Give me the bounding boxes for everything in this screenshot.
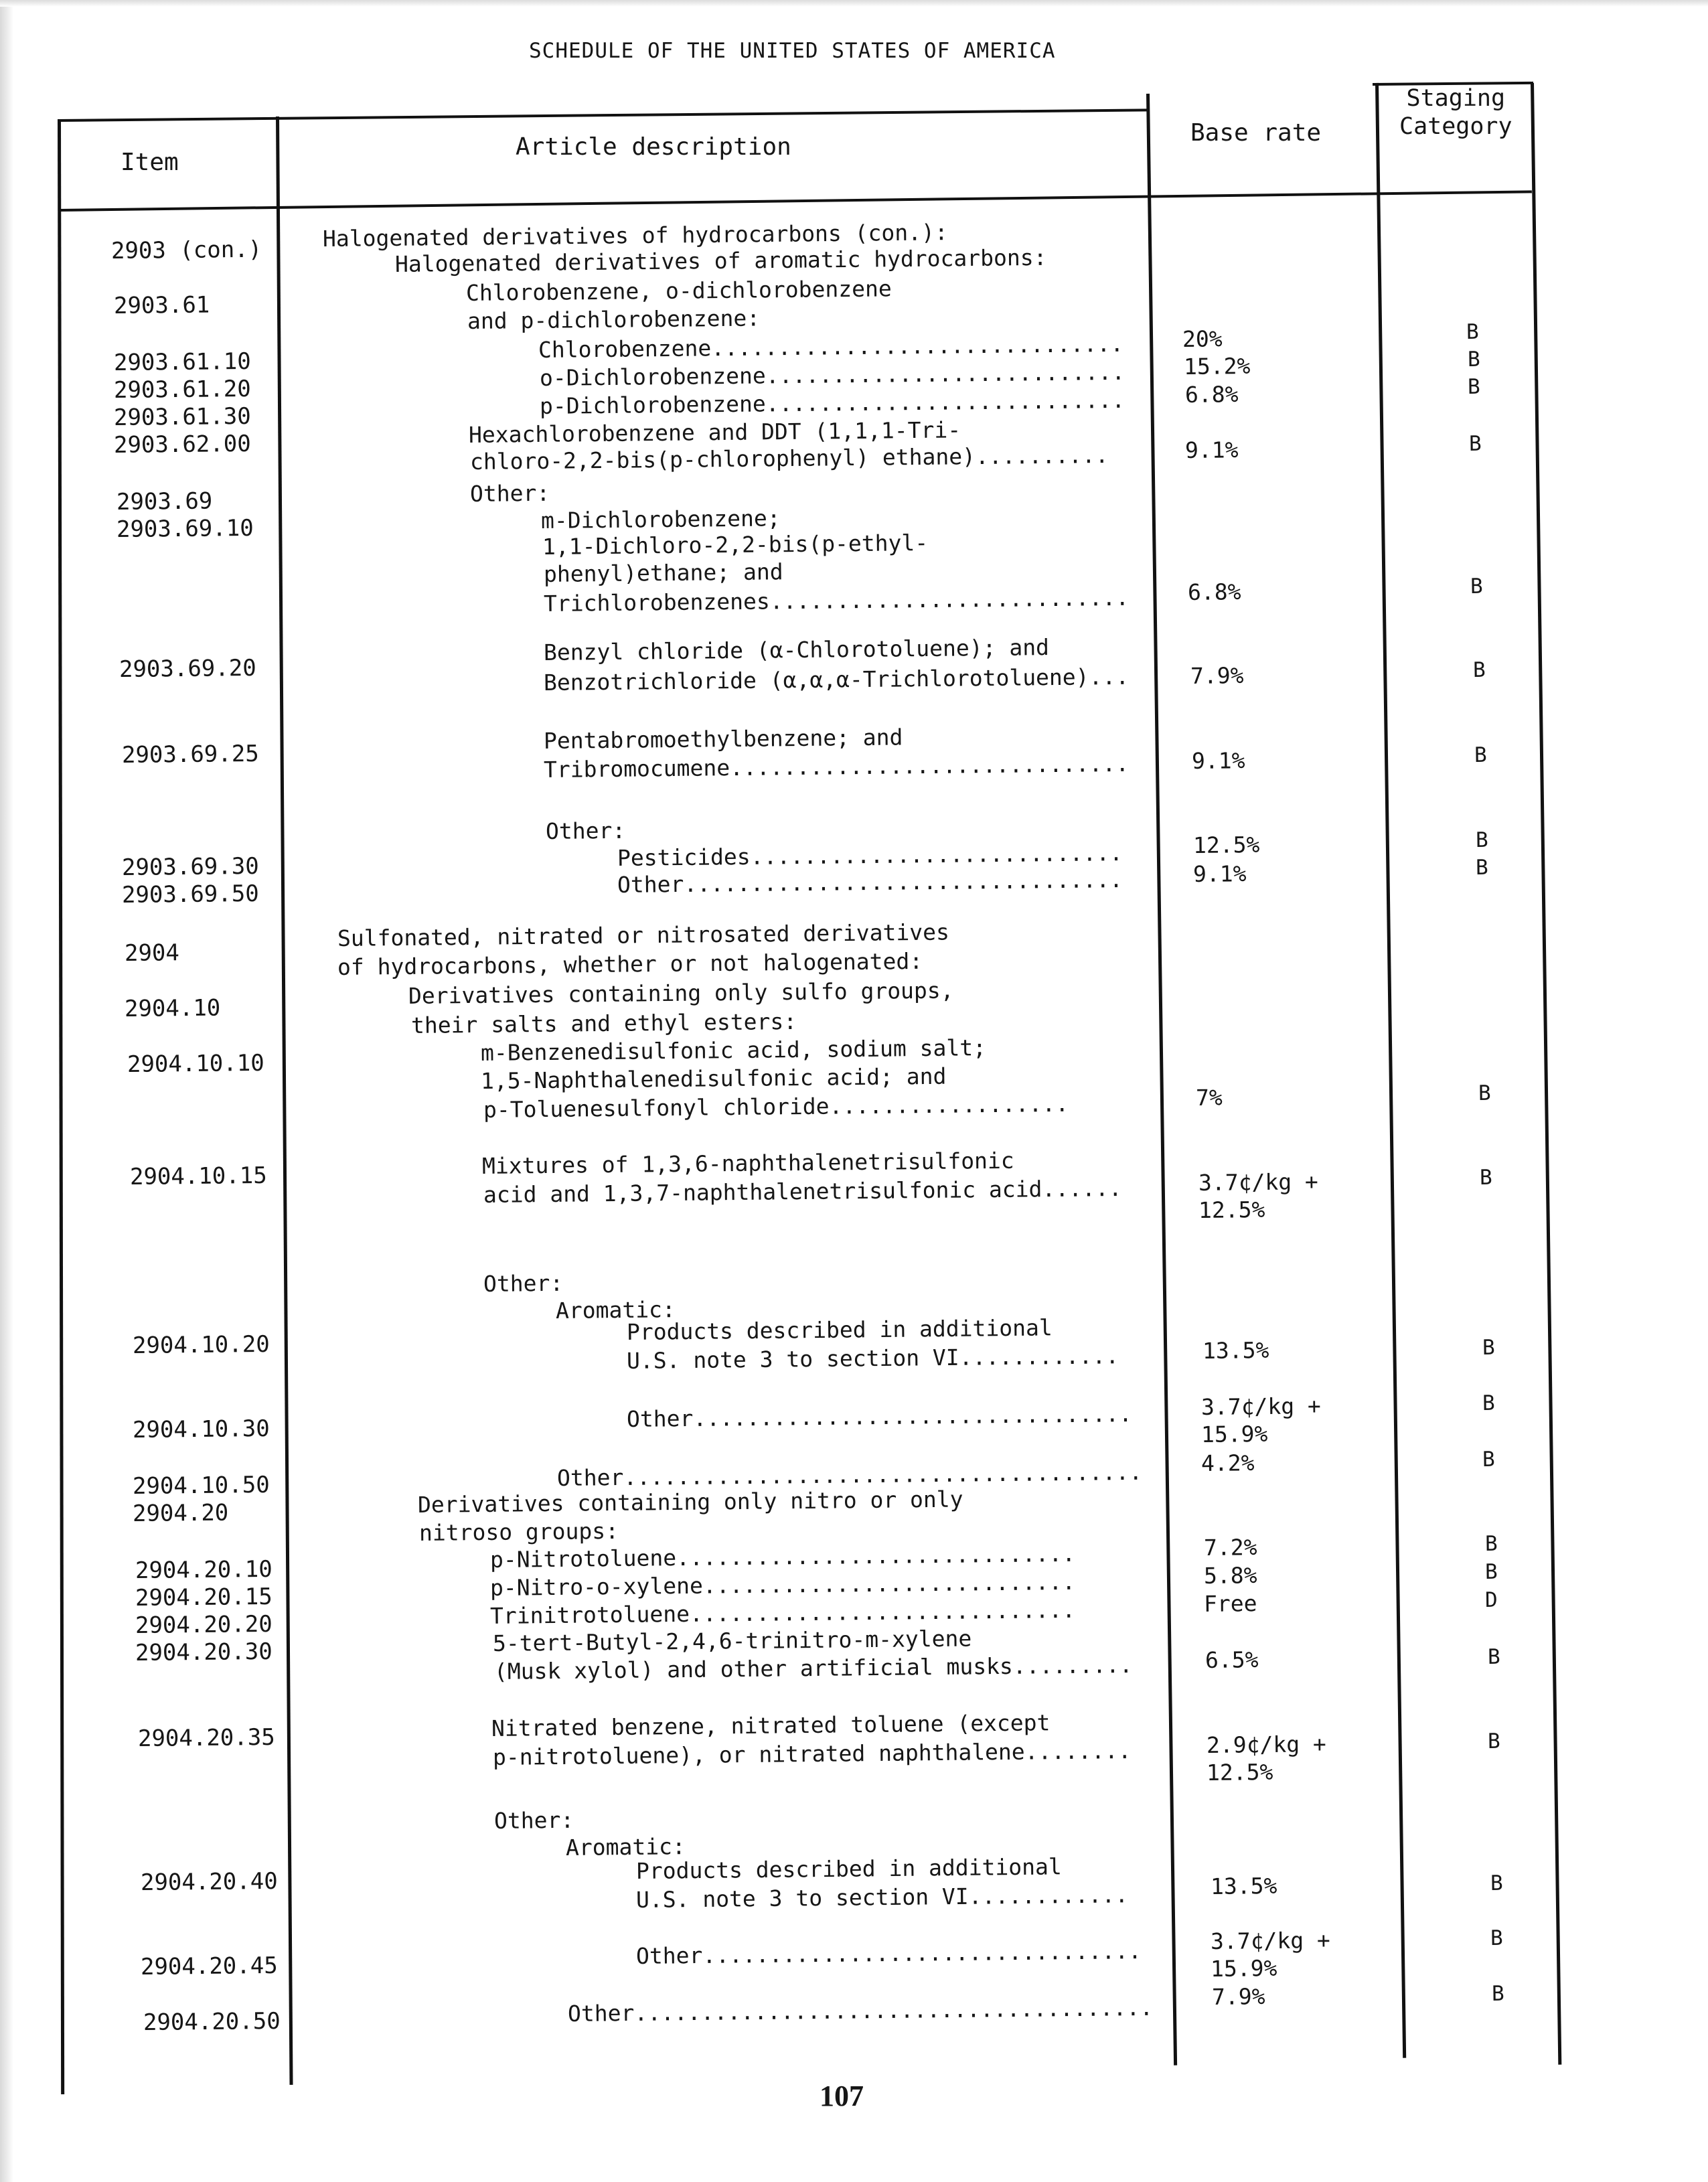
left-border xyxy=(58,119,64,2094)
description-line: p-Dichlorobenzene........................... xyxy=(539,386,1125,419)
description-line: phenyl)ethane; and xyxy=(543,558,783,587)
base-rate-value: 9.1% xyxy=(1191,747,1245,774)
column-header-description: Article description xyxy=(516,133,791,161)
base-rate-value: 2.9¢/kg + xyxy=(1206,1731,1327,1758)
page-number: 107 xyxy=(820,2080,864,2112)
staging-category-value: B xyxy=(1484,1559,1498,1584)
base-rate-value: 6.5% xyxy=(1205,1646,1259,1673)
description-line: Aromatic: xyxy=(565,1833,686,1861)
description-line: Chlorobenzene, o-dichlorobenzene xyxy=(465,275,892,306)
description-line: (Musk xylol) and other artificial musks......... xyxy=(493,1652,1133,1685)
description-line: 5-tert-Butyl-2,4,6-trinitro-m-xylene xyxy=(492,1625,972,1656)
description-line: chloro-2,2-bis(p-chlorophenyl) ethane).......... xyxy=(469,442,1109,475)
description-line: Sulfonated, nitrated or nitrosated derivatives xyxy=(337,919,950,951)
staging-category-value: B xyxy=(1472,657,1486,682)
staging-category-value: B xyxy=(1475,855,1488,880)
description-line: Other: xyxy=(483,1269,564,1297)
staging-category-value: B xyxy=(1487,1729,1500,1754)
base-rate-value: 12.5% xyxy=(1206,1758,1273,1786)
base-rate-value: 7.2% xyxy=(1203,1534,1257,1561)
base-rate-value: 20% xyxy=(1182,325,1223,352)
staging-category-value: B xyxy=(1466,319,1479,344)
column-header-staging xyxy=(1399,84,1512,141)
description-line: Pesticides............................ xyxy=(617,840,1123,871)
item-number: 2904 xyxy=(124,939,180,967)
staging-category-value: B xyxy=(1490,1871,1503,1895)
description-line: Other: xyxy=(493,1806,574,1834)
base-rate-value: 15.2% xyxy=(1183,352,1251,380)
item-number: 2903.69.20 xyxy=(119,654,256,683)
scan-top-shadow xyxy=(0,0,1708,7)
item-number: 2903.69.50 xyxy=(121,880,259,909)
description-line: Trichlorobenzenes........................... xyxy=(543,584,1130,617)
description-line: Trinitrotoluene............................. xyxy=(489,1596,1076,1629)
description-line: Pentabromoethylbenzene; and xyxy=(543,724,903,754)
item-number: 2904.10.50 xyxy=(132,1471,270,1500)
staging-category-value: B xyxy=(1475,828,1488,852)
description-line: 1,5-Naphthalenedisulfonic acid; and xyxy=(480,1063,947,1094)
item-number: 2904.10.30 xyxy=(132,1415,270,1444)
staging-header-line2: Category xyxy=(1399,113,1512,140)
scan-edge-shadow xyxy=(0,0,13,2182)
description-line: p-Toluenesulfonyl chloride.................. xyxy=(483,1090,1069,1123)
staging-category-value: B xyxy=(1491,1981,1504,2006)
item-number: 2904.20.20 xyxy=(135,1610,273,1639)
base-rate-value: 4.2% xyxy=(1200,1450,1255,1476)
staging-category-value: B xyxy=(1482,1335,1495,1360)
description-line: m-Benzenedisulfonic acid, sodium salt; xyxy=(480,1034,987,1066)
item-number: 2904.10.20 xyxy=(132,1330,270,1359)
base-rate-value: 7.9% xyxy=(1190,662,1244,689)
item-number: 2903.61.10 xyxy=(113,347,251,376)
item-number: 2903.69.25 xyxy=(121,740,259,769)
description-line: Products described in additional xyxy=(626,1314,1053,1345)
description-line: their salts and ethyl esters: xyxy=(410,1008,797,1038)
base-rate-value: 3.7¢/kg + xyxy=(1198,1168,1319,1196)
item-number: 2903.62.00 xyxy=(113,430,251,459)
rate-column-divider xyxy=(1375,83,1406,2058)
description-line: Chlorobenzene............................... xyxy=(538,330,1124,363)
item-number: 2904.20.15 xyxy=(135,1583,273,1612)
description-column-divider xyxy=(1146,94,1177,2066)
description-line: Other....................................... xyxy=(567,1994,1154,2027)
description-line: o-Dichlorobenzene........................... xyxy=(539,358,1125,391)
base-rate-value: 3.7¢/kg + xyxy=(1200,1393,1322,1420)
base-rate-value: 6.8% xyxy=(1184,381,1239,408)
base-rate-value: 7.9% xyxy=(1211,1983,1265,2010)
item-column-divider xyxy=(276,116,293,2085)
base-rate-value: 13.5% xyxy=(1210,1872,1277,1899)
description-line: Aromatic: xyxy=(555,1296,676,1324)
base-rate-value: 9.1% xyxy=(1184,437,1239,463)
base-rate-value: 5.8% xyxy=(1203,1562,1257,1589)
base-rate-value: 15.9% xyxy=(1200,1420,1268,1448)
staging-category-value: D xyxy=(1484,1587,1498,1612)
description-line: acid and 1,3,7-naphthalenetrisulfonic acid...... xyxy=(483,1175,1122,1208)
description-line: of hydrocarbons, whether or not halogenated: xyxy=(337,947,923,980)
staging-category-value: B xyxy=(1490,1926,1503,1950)
item-number: 2904.20.40 xyxy=(140,1867,278,1896)
column-header-base-rate: Base rate xyxy=(1190,119,1322,147)
item-number: 2904.10 xyxy=(124,994,221,1022)
staging-category-value: B xyxy=(1478,1081,1491,1105)
base-rate-value: 3.7¢/kg + xyxy=(1210,1927,1331,1954)
staging-category-value: B xyxy=(1467,347,1480,372)
staging-category-value: B xyxy=(1474,743,1487,767)
item-number: 2904.20 xyxy=(132,1499,229,1527)
item-number: 2903.69.10 xyxy=(116,514,254,543)
item-number: 2904.20.50 xyxy=(143,2007,281,2036)
staging-category-value: B xyxy=(1468,431,1482,456)
right-border xyxy=(1531,83,1561,2065)
description-line: Other................................. xyxy=(617,866,1123,898)
base-rate-value: 12.5% xyxy=(1198,1196,1265,1223)
base-rate-value: 15.9% xyxy=(1210,1954,1277,1982)
description-line: Benzotrichloride (α,α,α-Trichlorotoluene)... xyxy=(543,663,1130,696)
item-number: 2904.20.45 xyxy=(140,1952,278,1980)
item-number: 2903.69 xyxy=(116,487,213,516)
item-number: 2904.20.10 xyxy=(135,1555,273,1584)
base-rate-value: 9.1% xyxy=(1192,860,1247,887)
table-top-rule xyxy=(58,108,1149,122)
description-line: and p-dichlorobenzene: xyxy=(467,305,761,334)
staging-category-value: B xyxy=(1482,1447,1495,1472)
description-line: Benzyl chloride (α-Chlorotoluene); and xyxy=(543,634,1050,666)
description-line: U.S. note 3 to section VI............ xyxy=(626,1342,1119,1374)
description-line: nitroso groups: xyxy=(418,1517,619,1546)
item-number: 2903.61 xyxy=(113,291,210,319)
staging-category-value: B xyxy=(1484,1531,1498,1556)
description-line: Tribromocumene.............................. xyxy=(543,750,1130,783)
description-line: Other....................................... xyxy=(556,1458,1143,1491)
base-rate-value: 6.8% xyxy=(1187,578,1241,605)
staging-header-line1: Staging xyxy=(1406,85,1506,112)
item-number: 2903.61.30 xyxy=(113,402,251,431)
item-number: 2903.61.20 xyxy=(113,375,251,404)
item-number: 2904.10.15 xyxy=(129,1162,267,1190)
description-line: p-Nitro-o-xylene............................ xyxy=(489,1568,1076,1601)
staging-category-value: B xyxy=(1482,1391,1495,1415)
description-line: 1,1-Dichloro-2,2-bis(p-ethyl- xyxy=(542,529,929,560)
description-line: p-Nitrotoluene.............................. xyxy=(489,1540,1076,1573)
description-line: Products described in additional xyxy=(635,1853,1062,1884)
description-line: Other: xyxy=(545,817,626,844)
staging-category-value: B xyxy=(1479,1165,1492,1190)
staging-category-value: B xyxy=(1467,374,1480,399)
base-rate-value: 7% xyxy=(1195,1084,1223,1111)
schedule-title: SCHEDULE OF THE UNITED STATES OF AMERICA xyxy=(529,39,1056,63)
description-line: Nitrated benzene, nitrated toluene (except xyxy=(491,1709,1051,1741)
description-line: Other: xyxy=(469,479,550,507)
item-number: 2903.69.30 xyxy=(121,852,259,881)
description-line: Other................................. xyxy=(626,1401,1133,1432)
description-line: Halogenated derivatives of hydrocarbons (con.): xyxy=(322,219,948,252)
description-line: Mixtures of 1,3,6-naphthalenetrisulfonic xyxy=(481,1147,1014,1179)
item-number: 2904.10.10 xyxy=(127,1049,264,1078)
description-line: U.S. note 3 to section VI............ xyxy=(635,1881,1129,1913)
description-line: Derivatives containing only nitro or only xyxy=(417,1486,963,1518)
description-line: Halogenated derivatives of aromatic hydrocarbons: xyxy=(394,244,1047,277)
column-header-item: Item xyxy=(121,149,179,176)
description-line: Other................................. xyxy=(635,1938,1142,1969)
description-line: Derivatives containing only sulfo groups, xyxy=(408,977,954,1009)
header-bottom-rule xyxy=(59,190,1532,212)
description-line: p-nitrotoluene), or nitrated naphthalene........ xyxy=(492,1737,1132,1770)
staging-category-value: B xyxy=(1487,1644,1500,1669)
item-number: 2904.20.35 xyxy=(137,1723,275,1752)
staging-category-value: B xyxy=(1470,574,1483,599)
description-line: m-Dichlorobenzene; xyxy=(540,505,781,534)
item-number: 2903 (con.) xyxy=(110,236,262,264)
item-number: 2904.20.30 xyxy=(135,1638,273,1666)
base-rate-value: Free xyxy=(1203,1590,1257,1617)
base-rate-value: 13.5% xyxy=(1202,1336,1269,1364)
description-line: Hexachlorobenzene and DDT (1,1,1-Tri- xyxy=(468,416,961,448)
base-rate-value: 12.5% xyxy=(1192,831,1260,858)
